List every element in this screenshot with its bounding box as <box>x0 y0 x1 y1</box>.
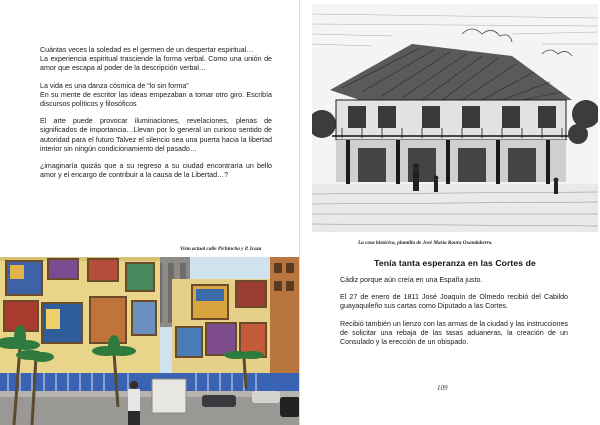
page-number: 109 <box>437 384 448 392</box>
historic-house-drawing <box>312 4 598 232</box>
street-photo-illustration <box>0 257 300 425</box>
right-paragraph-2: El 27 de enero de 1811 José Joaquín de Olmedo recibió del Cabildo guayaquileño sus cartas como Diputado a las Cortes. <box>340 293 568 311</box>
street-photo-caption: Vista actual calle Pichincha y P. Icaza <box>180 246 262 252</box>
left-body-text <box>40 46 272 188</box>
left-paragraph-4: ¿imaginaría quizás que a su regreso a su ciudad encontraría un bello amor y el encargo de contribuir a la causa de la Libertad…? <box>40 162 272 180</box>
left-paragraph-2: La vida es una danza cósmica de “lo sin forma” En su mente de escritor las ideas empezaban a tomar otro giro. Escribía discursos políticos y filosóficos <box>40 81 272 109</box>
left-paragraph-3: El arte puede provocar iluminaciones, revelaciones, plenas de significados de importancia…Llevan por lo general un curioso sentido de autoridad para el futuro Talvez el silencio sea una puerta hacia la libertad interior sin ningún condicionamiento del pasado… <box>40 117 272 153</box>
right-body-text <box>340 276 568 355</box>
section-heading: Tenía tanta esperanza en las Cortes de <box>374 258 536 268</box>
right-paragraph-3: Recibió también un lienzo con las armas de la ciudad y las instrucciones de solicitar una rebaja de las tasas aduaneras, la creación de un Consulado y la erección de un obispado. <box>340 319 568 347</box>
street-photo <box>0 257 300 425</box>
right-paragraph-1: Cádiz porque aún creía en una España justo. <box>340 276 483 284</box>
sketch-caption: La casa histórica, plumilla de José María Roura Oxandaberro. <box>358 240 493 246</box>
left-paragraph-1: Cuántas veces la soledad es el germen de un despertar espiritual… La experiencia espiritual trasciende la forma verbal. Como una unión de amor que escapa al poder de la descripción verbal… <box>40 46 272 73</box>
historic-house-sketch <box>312 4 598 232</box>
